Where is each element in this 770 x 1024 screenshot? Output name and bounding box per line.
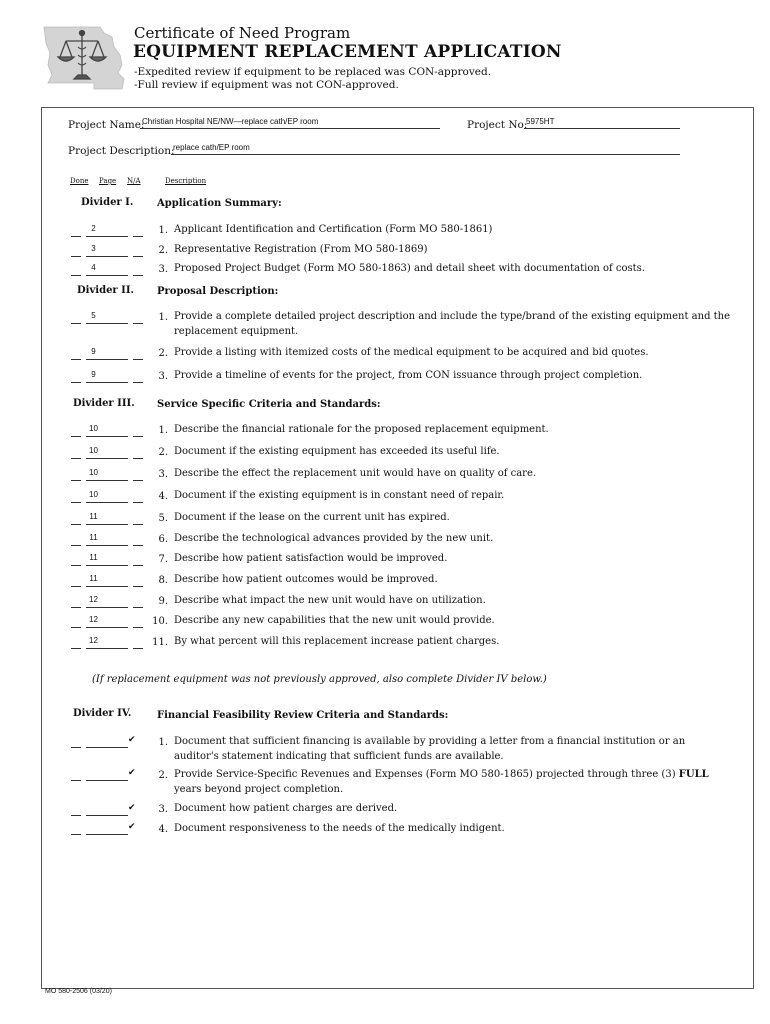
project-name-label: Project Name: [68, 119, 145, 131]
item-description [174, 767, 719, 797]
item-number: 8. [158, 575, 168, 586]
check-mark-icon: ✔ [128, 735, 136, 745]
item-description: Proposed Project Budget (Form MO 580-1863) and detail sheet with documentation of costs. [174, 263, 645, 274]
missouri-seal-logo [42, 25, 126, 91]
item-number: 1. [158, 312, 168, 323]
item-description: Describe what impact the new unit would have on utilization. [174, 595, 486, 606]
column-page: Page [99, 177, 117, 185]
divider-1-label: Divider I. [81, 197, 134, 208]
item-number: 6. [158, 534, 168, 545]
item-description: Describe the technological advances provided by the new unit. [174, 533, 494, 544]
review-note-expedited: -Expedited review if equipment to be replaced was CON-approved. [134, 66, 492, 78]
project-description-label: Project Description: [68, 145, 175, 157]
item-number: 3. [158, 469, 168, 480]
item-description: Provide a timeline of events for the project, from CON issuance through project completion. [174, 370, 643, 381]
page-number: 11 [89, 553, 98, 562]
item-number: 2. [158, 770, 168, 781]
page-number: 12 [89, 615, 98, 624]
divider-2-heading: Proposal Description: [157, 286, 279, 297]
divider-3-heading: Service Specific Criteria and Standards: [157, 399, 381, 410]
item-number: 9. [158, 596, 168, 607]
divider-1-heading: Application Summary: [157, 198, 282, 209]
item-text-part: Provide Service-Specific Revenues and Expenses (Form MO 580-1865) projected through three (3) [174, 769, 679, 780]
item-number: 2. [158, 447, 168, 458]
page-number: 9 [91, 370, 96, 379]
page-number: 10 [89, 468, 98, 477]
item-description: Document if the existing equipment has exceeded its useful life. [174, 446, 500, 457]
item-number: 5. [158, 513, 168, 524]
item-number: 2. [158, 348, 168, 359]
check-mark-icon: ✔ [128, 768, 136, 778]
page-number: 2 [91, 224, 96, 233]
item-text-bold: FULL [678, 769, 709, 780]
project-name-field[interactable] [140, 117, 440, 129]
form-title: EQUIPMENT REPLACEMENT APPLICATION [133, 42, 562, 62]
check-mark-icon: ✔ [128, 803, 136, 813]
divider-2-label: Divider II. [77, 285, 135, 296]
divider-4-heading: Financial Feasibility Review Criteria and Standards: [157, 710, 449, 721]
item-description: Describe the effect the replacement unit would have on quality of care. [174, 468, 537, 479]
item-description: Provide a listing with itemized costs of the medical equipment to be acquired and bid quotes. [174, 347, 649, 358]
divider-3-label: Divider III. [73, 398, 135, 409]
page-number: 9 [91, 347, 96, 356]
project-no-field[interactable] [524, 117, 680, 129]
page-number: 10 [89, 446, 98, 455]
page-number: 4 [91, 263, 96, 272]
column-description: Description [165, 177, 207, 185]
review-note-full: -Full review if equipment was not CON-approved. [134, 79, 399, 91]
item-description: Describe how patient outcomes would be improved. [174, 574, 438, 585]
item-description: Document if the existing equipment is in constant need of repair. [174, 490, 505, 501]
item-description: Describe any new capabilities that the new unit would provide. [174, 615, 495, 626]
item-number: 2. [158, 245, 168, 256]
item-description: Document how patient charges are derived. [174, 803, 398, 814]
item-description: Document that sufficient financing is available by providing a letter from a financial institution or an auditor's statement indicating that sufficient funds are available. [174, 736, 686, 762]
project-no-label: Project No: [467, 119, 528, 131]
item-number: 1. [158, 225, 168, 236]
program-name: Certificate of Need Program [134, 24, 351, 42]
check-mark-icon: ✔ [128, 822, 136, 832]
item-number: 3. [158, 264, 168, 275]
item-number: 7. [158, 554, 168, 565]
item-number: 1. [158, 737, 168, 748]
item-description: Document responsiveness to the needs of the medically indigent. [174, 823, 505, 834]
page-number: 3 [91, 244, 96, 253]
page-number: 11 [89, 533, 98, 542]
page-number: 11 [89, 574, 98, 583]
item-description: Applicant Identification and Certification (Form MO 580-1861) [174, 224, 493, 235]
item-description: By what percent will this replacement increase patient charges. [174, 636, 500, 647]
project-description-value: replace cath/EP room [173, 143, 250, 152]
item-number: 10. [152, 616, 168, 627]
project-no-value: 5975HT [526, 117, 555, 126]
page-number: 10 [89, 424, 98, 433]
item-number: 4. [158, 824, 168, 835]
column-done: Done [70, 177, 89, 185]
item-description: Describe the financial rationale for the proposed replacement equipment. [174, 424, 549, 435]
divider-4-note: (If replacement equipment was not previously approved, also complete Divider IV below.) [92, 674, 547, 685]
form-frame [41, 107, 754, 989]
page-number: 12 [89, 636, 98, 645]
project-name-value: Christian Hospital NE/NW—replace cath/EP room [142, 117, 319, 126]
divider-4-label: Divider IV. [73, 708, 132, 719]
item-number: 3. [158, 804, 168, 815]
item-text-part: years beyond project completion. [174, 784, 344, 795]
item-number: 3. [158, 371, 168, 382]
item-description: Provide a complete detailed project description and include the type/brand of the existing equipment and the replacement equipment. [174, 311, 731, 337]
column-na: N/A [127, 177, 141, 185]
item-description: Representative Registration (From MO 580-1869) [174, 244, 428, 255]
item-number: 11. [152, 637, 168, 648]
item-description: Document if the lease on the current unit has expired. [174, 512, 450, 523]
page-number: 5 [91, 311, 96, 320]
item-description: Describe how patient satisfaction would be improved. [174, 553, 448, 564]
page-number: 11 [89, 512, 98, 521]
item-number: 1. [158, 425, 168, 436]
project-description-field[interactable] [171, 143, 680, 155]
form-number: MO 580-2506 (03/20) [45, 988, 112, 995]
page-number: 10 [89, 490, 98, 499]
item-number: 4. [158, 491, 168, 502]
page-number: 12 [89, 595, 98, 604]
